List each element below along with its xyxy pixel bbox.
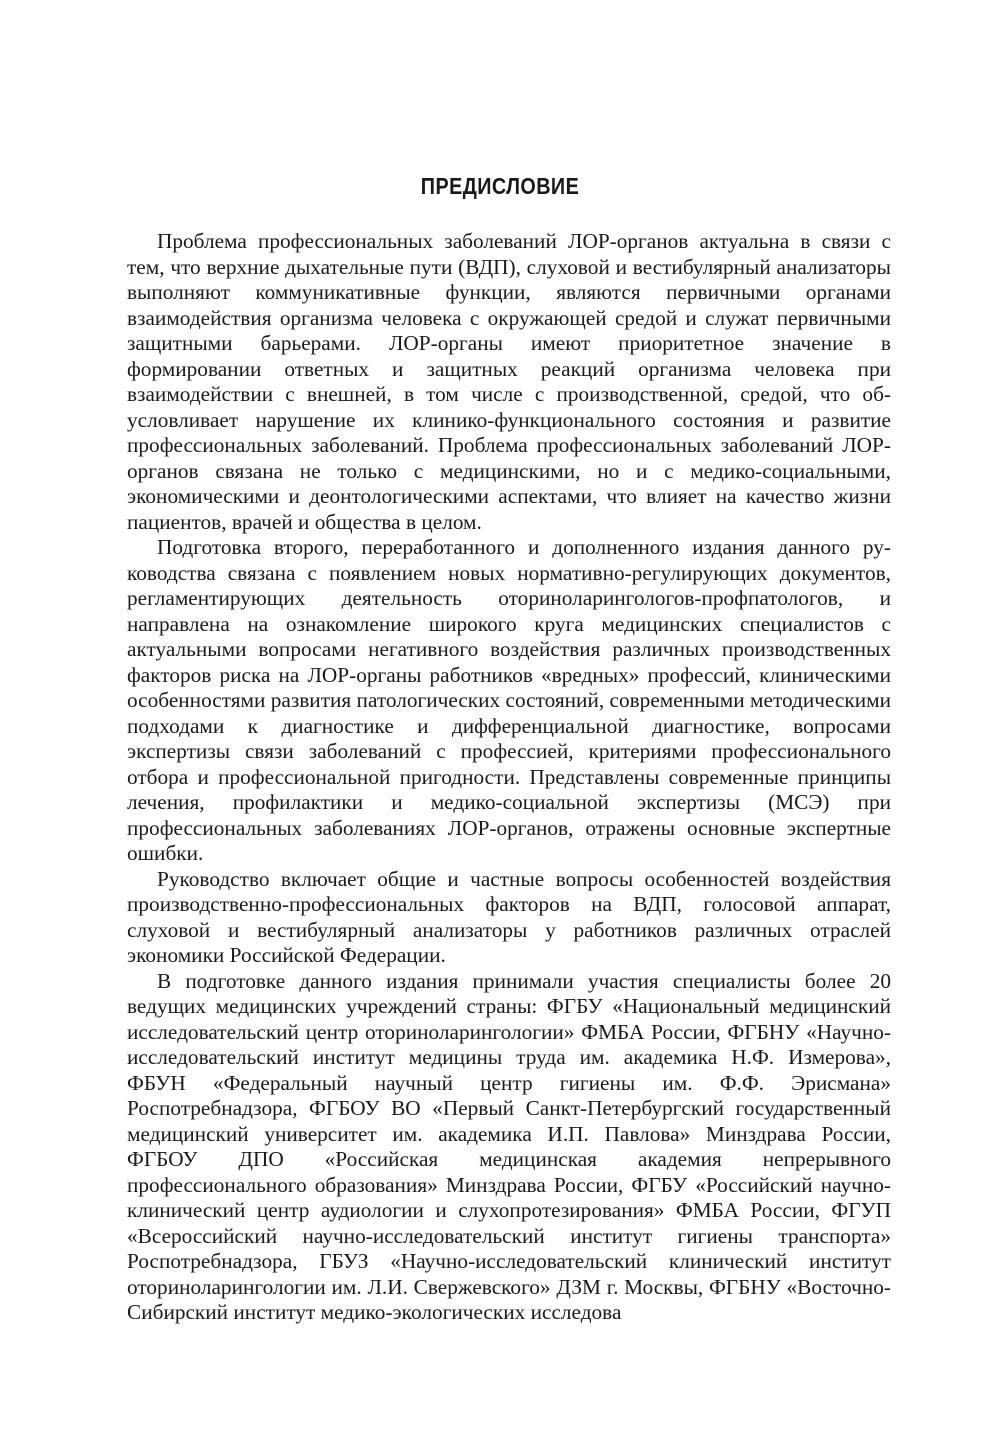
paragraph-3: Руководство включает общие и частные вопросы особенностей воздействия производственно-профессиональных факторов на ВДП, голосовой аппарат, слуховой и вестибулярный анализаторы у работников различных отраслей экономики Российской Федерации. — [127, 866, 891, 967]
page-title: ПРЕДИСЛОВИЕ — [420, 173, 580, 199]
paragraph-4: В подготовке данного издания принимали участия специалисты более 20 ведущих медицинских учреждений страны: ФГБУ «Национальный медицинский исследовательский центр оториноларингологии» ФМБА России, ФГБНУ «Научно-исследовательский институт медицины труда им. академика Н.Ф. Измерова», ФБУН «Федеральный научный центр гигиены им. Ф.Ф. Эрисмана» Роспотребнадзора, ФГБОУ ВО «Первый Санкт-Петербургский государственный медицинский университет им. академика И.П. Павлова» Минздрава России, ФГБОУ ДПО «Российская медицинская академия непрерывного профессионального образования» Минздрава России, ФГБУ «Российский научно-клинический центр аудиологии и слухопротезирования» ФМБА России, ФГУП «Всероссийский научно-исследовательский институт гигиены транспорта» Роспотребнадзора, ГБУЗ «Научно-исследовательский клинический институт оториноларингологии им. Л.И. Свержевского» ДЗМ г. Москвы, ФГБНУ «Восточно-Сибирский институт медико-экологических исследова — [127, 968, 891, 1324]
body-text — [127, 229, 891, 1326]
paragraph-2: Подготовка второго, переработанного и дополненного издания данного руководства связана с появлением новых нормативно-регулирующих документов, регламентирующих деятельность оториноларингологов-профпатологов, и направлена на ознакомление широкого круга медицинских специалистов с актуальными вопросами негативного воздействия различных производственных факторов риска на ЛОР-органы работников «вредных» профессий, клиническими особенностями развития патологических состояний, современными методическими подходами к диагностике и дифференциальной диагностике, вопросами экспертизы связи заболеваний с профессией, критериями профессионального отбора и профессиональной пригодности. Представлены современные принципы лечения, профилактики и медико-социальной экспертизы (МСЭ) при профессиональных заболеваниях ЛОР-органов, отражены основные экспертные ошибки. — [127, 535, 891, 865]
paragraph-1: Проблема профессиональных заболеваний ЛОР-органов актуальна в связи с тем, что верхние дыхательные пути (ВДП), слуховой и вестибулярный анализаторы выполняют коммуникативные функции, являются первичными органами взаимодействия организма человека с окружающей средой и служат первичными защитными барьерами. ЛОР-органы имеют приоритетное значение в формировании ответных и защитных реакций организма человека при взаимодействии с внешней, в том числе с производственной, средой, что обусловливает нарушение их клинико-функционального состояния и развитие профессиональных заболеваний. Проблема профессиональных заболеваний ЛОР-органов связана не только с медицинскими, но и с медико-социальными, экономическими и деонтологическими аспектами, что влияет на качество жизни пациентов, врачей и общества в целом. — [127, 229, 891, 534]
